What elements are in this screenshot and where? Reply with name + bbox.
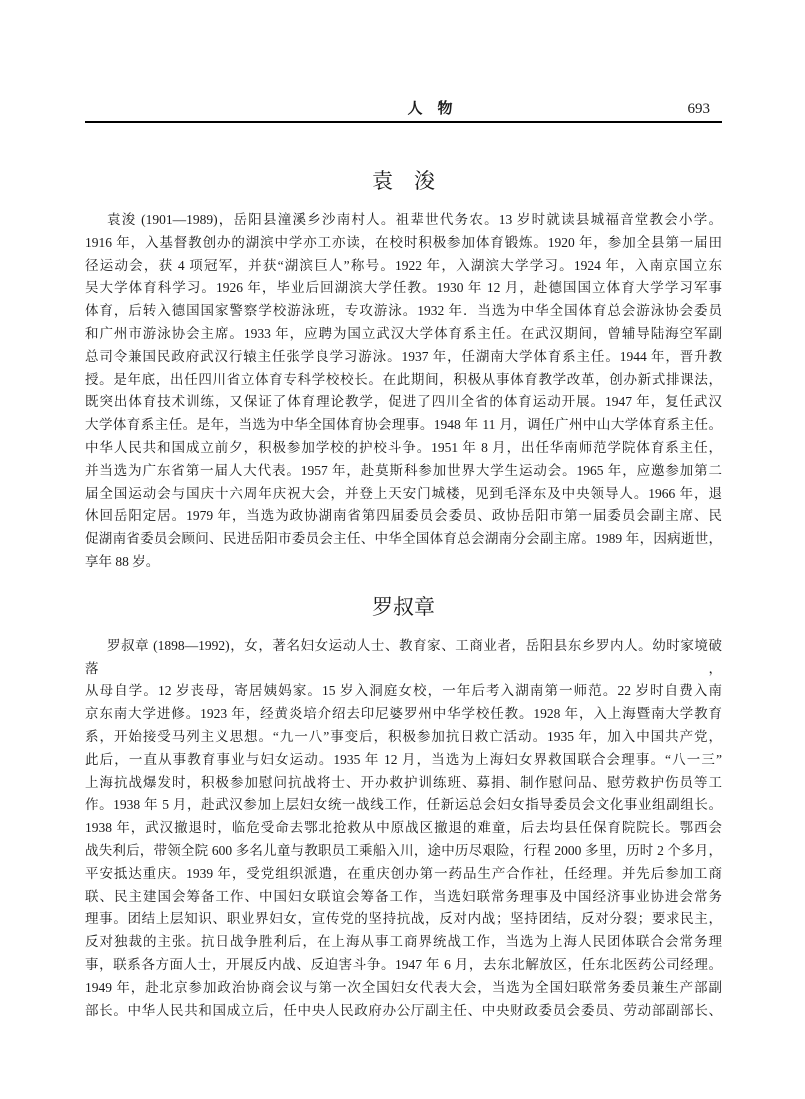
text-line: 理事。团结上层知识、职业界妇女，宣传党的坚持抗战，反对内战；坚持团结，反对分裂；要求民主， [85, 911, 722, 927]
text-line: 上海抗战爆发时，积极参加慰问抗战将士、开办救护训练班、募捐、制作慰问品、慰劳救护伤员等工 [85, 774, 722, 790]
text-line: 并当选为广东省第一届人大代表。1957 年，赴莫斯科参加世界大学生运动会。1965 年，应邀参加第二 [85, 462, 722, 478]
biography-entry [85, 592, 722, 1023]
text-line: 1938 年，武汉撤退时，临危受命去鄂北抢救从中原战区撤退的难童，后去均县任保育院院长。鄂西会 [85, 820, 722, 836]
text-line: 中华人民共和国成立前夕，积极参加学校的护校斗争。1951 年 8 月，出任华南师范学院体育系主任， [85, 439, 722, 455]
text-line: 部长。中华人民共和国成立后，任中央人民政府办公厅副主任、中央财政委员会委员、劳动部副部长、 [85, 1002, 722, 1018]
running-title: 人 物 [407, 101, 453, 117]
text-line: 届全国运动会与国庆十六周年庆祝大会，并登上天安门城楼，见到毛泽东及中央领导人。1966 年，退 [85, 485, 722, 501]
text-line: 系，开始接受马列主义思想。“九一八”事变后，积极参加抗日救亡活动。1935 年，加入中国共产党， [85, 728, 722, 744]
entry-title: 袁 浚 [372, 169, 435, 193]
text-line: 授。是年底，出任四川省立体育专科学校校长。在此期间，积极从事体育教学改革，创办新式排课法， [85, 371, 722, 387]
text-line: 促湖南省委员会顾问、民进岳阳市委员会主任、中华全国体育总会湖南分会副主席。1989 年，因病逝世， [85, 531, 722, 547]
text-line: 休回岳阳定居。1979 年，当选为政协湖南省第四届委员会委员、政协岳阳市第一届委员会副主席、民 [85, 508, 722, 524]
page-content [85, 0, 722, 1022]
entry-body [85, 209, 722, 574]
text-line: 反对独裁的主张。抗日战争胜利后，在上海从事工商界统战工作，当选为上海人民团体联合会常务理 [85, 934, 722, 950]
text-line: 此后，一直从事教育事业与妇女运动。1935 年 12 月，当选为上海妇女界救国联合会理事。“八一三” [85, 751, 722, 767]
entry-body [85, 635, 722, 1023]
text-line: 总司令兼国民政府武汉行辕主任张学良学习游泳。1937 年，任湖南大学体育系主任。1944 年，晋升教 [85, 348, 722, 364]
text-line: 和广州市游泳协会主席。1933 年，应聘为国立武汉大学体育系主任。在武汉期间，曾辅导陆海空军副 [85, 325, 722, 341]
text-line: 作。1938 年 5 月，赴武汉参加上层妇女统一战线工作，任新运总会妇女指导委员会文化事业组副组长。 [85, 797, 722, 813]
text-line: 1949 年，赴北京参加政治协商会议与第一次全国妇女代表大会，当选为全国妇联常务委员兼生产部副 [85, 979, 722, 995]
page-number: 693 [687, 101, 710, 117]
text-line: 平安抵达重庆。1939 年，受党组织派遣，在重庆创办第一药品生产合作社，任经理。并先后参加工商 [85, 865, 722, 881]
text-line: 战失利后，带领全院 600 多名儿童与教职员工乘船入川，途中历尽艰险，行程 2000 多里，历时 2 个多月， [85, 842, 722, 858]
text-line: 罗叔章 (1898—1992)，女，著名妇女运动人士、教育家、工商业者，岳阳县东乡罗内人。幼时家境破落， [85, 637, 722, 676]
text-line: 大学体育系主任。是年，当选为中华全国体育协会理事。1948 年 11 月，调任广州中山大学体育系主任。 [85, 417, 722, 433]
text-line: 从母自学。12 岁丧母，寄居姨妈家。15 岁入洞庭女校，一年后考入湖南第一师范。22 岁时自费入南 [85, 683, 722, 699]
text-line: 既突出体育技术训练，又保证了体育理论教学，促进了四川全省的体育运动开展。1947 年，复任武汉 [85, 394, 722, 410]
text-line: 联、民主建国会筹备工作、中国妇女联谊会筹备工作，当选妇联常务理事及中国经济事业协进会常务 [85, 888, 722, 904]
biography-entry [85, 0, 722, 574]
text-line: 径运动会，获 4 项冠军，并获“湖滨巨人”称号。1922 年，入湖滨大学学习。1924 年，入南京国立东 [85, 257, 722, 273]
text-line: 享年 88 岁。 [85, 553, 160, 569]
text-line: 袁浚 (1901—1989)，岳阳县潼溪乡沙南村人。祖辈世代务农。13 岁时就读县城福音堂教会小学。 [107, 212, 722, 227]
text-line: 京东南大学进修。1923 年，经黄炎培介绍去印尼婆罗州中华学校任教。1928 年，入上海暨南大学教育 [85, 706, 722, 722]
text-line: 1916 年，入基督教创办的湖滨中学亦工亦读，在校时积极参加体育锻炼。1920 年，参加全县第一届田 [85, 234, 722, 250]
entry-title: 罗叔章 [372, 594, 435, 619]
text-line: 体育，后转入德国国家警察学校游泳班，专攻游泳。1932 年．当选为中华全国体育总会游泳协会委员 [85, 303, 722, 319]
text-line: 事，联系各方面人士，开展反内战、反迫害斗争。1947 年 6 月，去东北解放区，任东北医药公司经理。 [85, 956, 722, 972]
text-line: 吴大学体育科学习。1926 年，毕业后回湖滨大学任教。1930 年 12 月，赴德国国立体育大学学习军事 [85, 280, 722, 296]
